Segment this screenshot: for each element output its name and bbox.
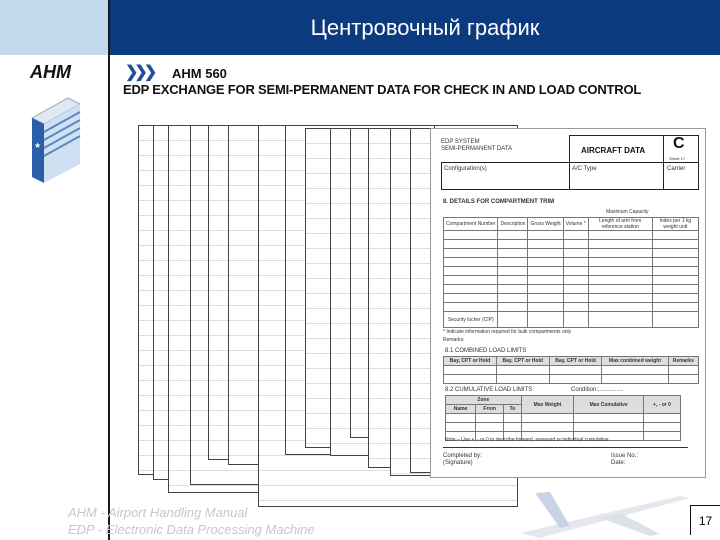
svg-text:★: ★ [34, 141, 42, 150]
document-subtitle: EDP EXCHANGE FOR SEMI-PERMANENT DATA FOR CHECK IN AND LOAD CONTROL [123, 82, 642, 97]
ac-type-label: A/C Type [572, 166, 597, 172]
carrier-label: Carrier [667, 166, 686, 172]
note-bulk: * Indicate information required for bulk compartments only [443, 329, 572, 335]
section-82-title: 8.2 CUMULATIVE LOAD LIMITS [445, 387, 533, 393]
max-capacity-label: Maximum Capacity [606, 209, 649, 215]
configuration-label: Configuration(s) [444, 166, 487, 172]
compartment-table: Compartment Number Description Gross Weight Volume * Length of arm from reference station Index per 1 kg weight unit Security locker (CIP) [443, 217, 699, 328]
form-system: EDP SYSTEM [441, 139, 480, 145]
footnote-edp: EDP - Electronic Data Processing Machine [68, 522, 315, 537]
cumulative-load-table: Zone Max Weight Max Cumulative +, - or 0 Name From To [445, 395, 681, 441]
form-sheet [410, 128, 432, 473]
form-title: AIRCRAFT DATA [581, 146, 646, 155]
airplane-image [480, 488, 695, 538]
signature-label: (Signature) [443, 460, 473, 466]
condition-label: Condition:............... [571, 387, 624, 393]
section-8-title: 8. DETAILS FOR COMPARTMENT TRIM [443, 199, 555, 205]
divider [108, 0, 110, 540]
combined-load-table: Bay, CPT or Hold Bay, CPT or Hold Bay, CPT or Hold Max combined weight Remarks [443, 356, 699, 384]
ahm-code: AHM 560 [172, 66, 227, 81]
completed-by-label: Completed by: [443, 453, 482, 459]
date-label: Date: [611, 460, 626, 466]
form-sheet-no: Sheet 17 [669, 156, 686, 161]
sidebar-header-block [0, 0, 108, 55]
section-81-title: 8.1 COMBINED LOAD LIMITS [445, 348, 527, 354]
remarks-label: Remarks: [443, 337, 465, 343]
note-cumulative: Note – Use +, - or 0 to describe forward, rearward or individual cumulative [445, 437, 609, 443]
form-letter: C [673, 135, 685, 152]
form-system2: SEMI-PERMANENT DATA [441, 146, 513, 152]
aircraft-data-form [430, 128, 706, 478]
chevrons-icon: ❯❯❯ [125, 64, 154, 81]
sidebar-label: AHM [30, 62, 71, 82]
slide-title: Центровочный график [110, 0, 720, 55]
manual-book-icon [28, 88, 84, 188]
footnote-ahm: AHM - Airport Handling Manual [68, 505, 248, 520]
page-number: 17 [690, 505, 720, 535]
issue-label: Issue No.: [611, 453, 639, 459]
